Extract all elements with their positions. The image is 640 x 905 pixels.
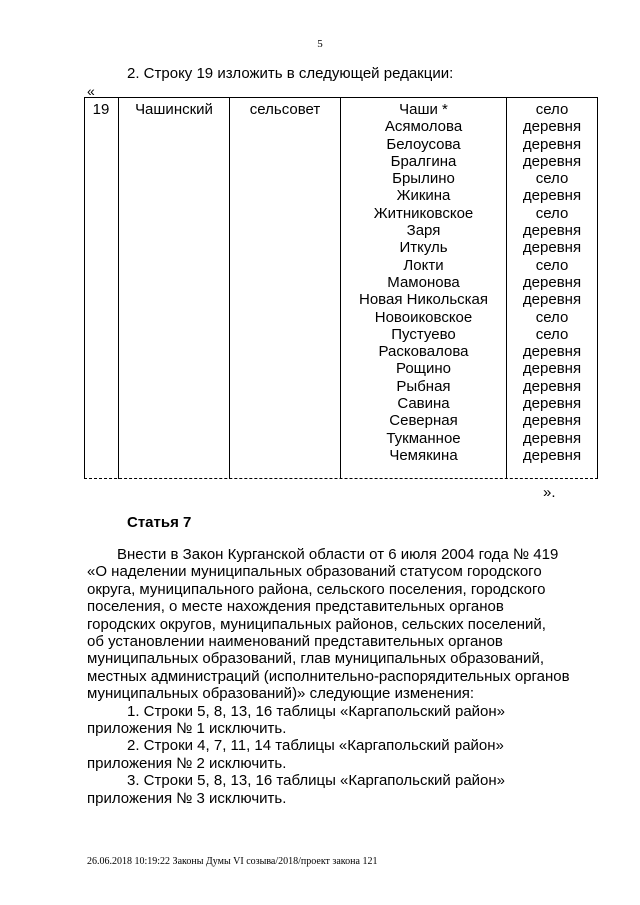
settlement-kind: деревня bbox=[522, 377, 582, 395]
settlement-kind: деревня bbox=[522, 118, 582, 136]
table-top-border bbox=[84, 97, 598, 98]
settlement-kind: деревня bbox=[522, 152, 582, 170]
amendment-item-line: 2. Строки 4, 7, 11, 14 таблицы «Каргапольский район» bbox=[127, 737, 504, 755]
article-text-line: «О наделении муниципальных образований статусом городского bbox=[87, 563, 542, 581]
table-divider bbox=[229, 97, 230, 479]
table-border-left bbox=[84, 97, 85, 479]
unit-type-cell: сельсовет bbox=[249, 101, 321, 118]
settlement-kind: деревня bbox=[522, 135, 582, 153]
article-text-line: муниципальных образований)» следующие изменения: bbox=[87, 685, 475, 703]
settlement-name: Чемякина bbox=[389, 446, 458, 464]
settlement-name: Рощино bbox=[395, 360, 452, 378]
settlement-kind: деревня bbox=[522, 291, 582, 309]
settlement-kind: деревня bbox=[522, 343, 582, 361]
article-intro-paragraph bbox=[87, 546, 587, 703]
settlement-kind: село bbox=[535, 308, 569, 326]
opening-quote: « bbox=[87, 83, 95, 99]
article-text-line: местных администраций (исполнительно-распорядительных органов bbox=[87, 667, 570, 685]
table-bottom-border bbox=[84, 478, 598, 479]
settlement-name: Бралгина bbox=[390, 152, 457, 170]
settlement-kinds-column bbox=[507, 101, 597, 464]
settlement-name: Новоиковское bbox=[374, 308, 473, 326]
amendment-item-line: приложения № 3 исключить. bbox=[87, 789, 287, 807]
settlement-name: Тукманное bbox=[386, 429, 461, 447]
settlement-name: Мамонова bbox=[387, 273, 460, 291]
amendment-item-line: приложения № 1 исключить. bbox=[87, 720, 287, 738]
district-cell: Чашинский bbox=[135, 101, 213, 118]
settlement-kind: деревня bbox=[522, 187, 582, 205]
settlement-kind: деревня bbox=[522, 273, 582, 291]
amendment-item-line: приложения № 2 исключить. bbox=[87, 754, 287, 772]
settlement-name: Белоусова bbox=[386, 135, 461, 153]
settlement-name: Заря bbox=[406, 222, 441, 240]
article-text-line: городских округов, муниципальных районов, сельских поселений, bbox=[87, 615, 546, 633]
table-border-right bbox=[597, 97, 598, 479]
page-number: 5 bbox=[317, 38, 323, 50]
settlement-name: Рыбная bbox=[396, 377, 451, 395]
settlement-kind: деревня bbox=[522, 412, 582, 430]
table-divider bbox=[118, 97, 119, 479]
article-text-line: Внести в Закон Курганской области от 6 июля 2004 года № 419 bbox=[117, 546, 559, 563]
article-text-line: муниципальных образований, глав муниципальных образований, bbox=[87, 650, 545, 668]
settlement-kind: село bbox=[535, 204, 569, 222]
settlement-names-column bbox=[341, 101, 506, 464]
settlement-name: Чаши * bbox=[399, 101, 448, 118]
settlement-name: Житниковское bbox=[373, 204, 474, 222]
amendment-items bbox=[87, 703, 587, 807]
settlement-kind: село bbox=[535, 170, 569, 188]
settlement-kind: село bbox=[535, 325, 569, 343]
document-footer: 26.06.2018 10:19:22 Законы Думы VI созыва/2018/проект закона 121 bbox=[87, 856, 378, 867]
settlement-name: Расковалова bbox=[378, 343, 469, 361]
settlement-kind: село bbox=[535, 256, 569, 274]
article-text-line: об установлении наименований представительных органов bbox=[87, 633, 503, 651]
settlement-kind: деревня bbox=[522, 446, 582, 464]
settlement-name: Брылино bbox=[392, 170, 455, 188]
article-text-line: поселения, о месте нахождения представительных органов bbox=[87, 598, 504, 616]
article-body bbox=[87, 546, 587, 807]
settlement-name: Пустуево bbox=[391, 325, 456, 343]
amendment-intro: 2. Строку 19 изложить в следующей редакции: bbox=[127, 65, 454, 82]
article-title: Статья 7 bbox=[127, 514, 192, 531]
amendment-item-line: 1. Строки 5, 8, 13, 16 таблицы «Каргапольский район» bbox=[127, 702, 506, 720]
settlement-name: Локти bbox=[403, 256, 444, 274]
amendment-item-line: 3. Строки 5, 8, 13, 16 таблицы «Каргапольский район» bbox=[127, 772, 506, 790]
settlement-kind: деревня bbox=[522, 429, 582, 447]
article-text-line: округа, муниципального района, сельского поселения, городского bbox=[87, 580, 546, 598]
settlements-table bbox=[84, 97, 598, 479]
settlement-name: Иткуль bbox=[399, 239, 448, 257]
settlement-name: Северная bbox=[389, 412, 458, 430]
settlement-kind: село bbox=[535, 101, 569, 118]
settlement-kind: деревня bbox=[522, 222, 582, 240]
settlement-kind: деревня bbox=[522, 395, 582, 413]
settlement-name: Новая Никольская bbox=[359, 291, 488, 309]
settlement-name: Асямолова bbox=[384, 118, 463, 136]
closing-quote: ». bbox=[543, 484, 556, 501]
settlement-kind: деревня bbox=[522, 360, 582, 378]
row-number-cell: 19 bbox=[92, 101, 110, 118]
settlement-name: Савина bbox=[397, 395, 450, 413]
settlement-name: Жикина bbox=[396, 187, 451, 205]
settlement-kind: деревня bbox=[522, 239, 582, 257]
